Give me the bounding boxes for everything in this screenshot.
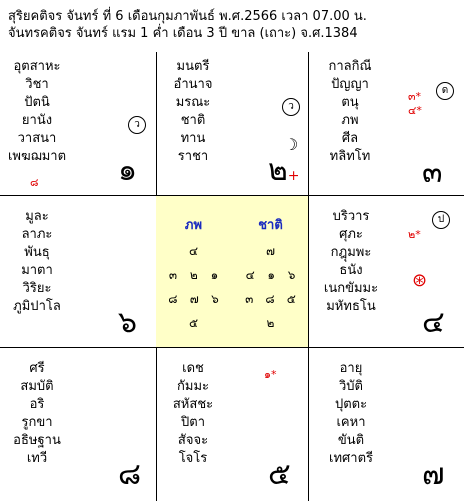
house-8-number: ๘ bbox=[118, 457, 142, 492]
house-word: สหัสชะ bbox=[172, 397, 214, 412]
bhop-cell: ๖ bbox=[211, 292, 219, 306]
house-3-number: ๓ bbox=[422, 155, 443, 190]
house-word: มหัทธโน bbox=[326, 299, 376, 314]
bhop-title: ภพ bbox=[184, 218, 203, 233]
house-word: เทศาตรี bbox=[329, 451, 373, 466]
house-word: อำนาจ bbox=[173, 77, 213, 92]
house-5-number: ๕ bbox=[268, 457, 291, 492]
house-word: มรณะ bbox=[175, 95, 211, 110]
moon-icon: ☽ bbox=[284, 135, 299, 154]
lunar-date-line: จันทรคติจร จันทร์ แรม 1 ค่ำ เดือน 3 ปี ขาล (เถาะ) จ.ศ.1384 bbox=[8, 26, 358, 41]
bhop-panel bbox=[156, 196, 231, 347]
house-word: ภูมิปาโล bbox=[13, 299, 61, 314]
chat-title: ชาติ bbox=[258, 218, 283, 233]
house-word: มนตรี bbox=[176, 59, 210, 74]
planet-marker-icon: ป bbox=[432, 211, 450, 229]
house-word: มาตา bbox=[21, 263, 53, 278]
house-word: โจโร bbox=[178, 451, 208, 466]
house-word: สัจจะ bbox=[177, 433, 209, 448]
house-word: อริ bbox=[29, 397, 45, 412]
house-word: กฎุมพะ bbox=[330, 245, 372, 260]
house-word: วิริยะ bbox=[22, 281, 52, 296]
bhop-top: ๔ bbox=[188, 244, 199, 258]
house-7-words bbox=[316, 360, 386, 468]
house-word: เพฆฌมาต bbox=[7, 149, 67, 164]
house-5-red: ๑* bbox=[264, 368, 277, 381]
house-word: มูละ bbox=[25, 209, 49, 224]
house-word: ศุภะ bbox=[339, 227, 363, 242]
house-word: อายุ bbox=[339, 361, 363, 376]
house-word: วาสนา bbox=[17, 131, 57, 146]
house-word: เทวี bbox=[26, 451, 48, 466]
chat-row bbox=[233, 290, 308, 309]
house-word: สมบัติ bbox=[20, 379, 54, 394]
house-word: พันธุ bbox=[24, 245, 50, 260]
house-3-red-1: ๓* bbox=[408, 90, 422, 103]
house-6-words bbox=[4, 208, 70, 316]
house-4-number: ๔ bbox=[422, 305, 445, 340]
house-word: เคหา bbox=[336, 415, 366, 430]
chat-row bbox=[233, 266, 308, 285]
house-5-words bbox=[160, 360, 226, 468]
house-word: ราชา bbox=[177, 149, 209, 164]
house-word: ศีล bbox=[341, 131, 359, 146]
house-word: รูกขา bbox=[21, 415, 53, 430]
house-word: วิบัติ bbox=[339, 379, 363, 394]
house-word: ลาภะ bbox=[21, 227, 53, 242]
chat-cell: ๓ bbox=[245, 292, 254, 306]
house-2-number-value: ๒ bbox=[268, 153, 288, 188]
house-4-words bbox=[316, 208, 386, 316]
bhop-bottom: ๕ bbox=[188, 316, 199, 330]
house-word: บริวาร bbox=[332, 209, 370, 224]
chat-top: ๗ bbox=[265, 244, 276, 258]
house-word: ปิตา bbox=[181, 415, 205, 430]
house-word: ปัตนิ bbox=[24, 95, 50, 110]
chat-cell: ๔ bbox=[245, 268, 255, 282]
bhop-cell: ๒ bbox=[189, 268, 198, 282]
house-word: เนกขัมมะ bbox=[323, 281, 379, 296]
house-word: กัมมะ bbox=[177, 379, 209, 394]
house-word: ศรี bbox=[29, 361, 45, 376]
chat-cell: ๑ bbox=[267, 268, 276, 282]
sun-icon: ⊛ bbox=[412, 270, 428, 291]
house-2-mark: + bbox=[287, 168, 300, 184]
bhop-cell: ๘ bbox=[168, 292, 178, 306]
house-word: ปัญญา bbox=[331, 77, 369, 92]
house-1-number: ๑ bbox=[118, 153, 138, 188]
house-8-words bbox=[4, 360, 70, 468]
chat-cell: ๕ bbox=[286, 292, 296, 306]
house-word: ธนัง bbox=[339, 263, 363, 278]
bhop-cell: ๗ bbox=[189, 292, 199, 306]
house-word: อุตสาหะ bbox=[13, 59, 61, 74]
house-word: ทาน bbox=[180, 131, 206, 146]
house-word: เดช bbox=[182, 361, 204, 376]
house-word: ภพ bbox=[341, 113, 359, 128]
house-4-red: ๒* bbox=[408, 228, 421, 241]
chart-header bbox=[8, 8, 458, 42]
house-3-red-2: ๔* bbox=[408, 104, 422, 117]
house-word: ชาติ bbox=[180, 113, 206, 128]
bhop-cell: ๑ bbox=[210, 268, 219, 282]
bhop-cell: ๓ bbox=[168, 268, 178, 282]
house-1-note: ๘ bbox=[30, 176, 39, 189]
house-word: กาลกิณี bbox=[328, 59, 372, 74]
house-2-number bbox=[268, 153, 300, 191]
grid-line bbox=[0, 347, 464, 348]
chat-cell: ๖ bbox=[287, 268, 296, 282]
chat-cell: ๘ bbox=[265, 292, 275, 306]
planet-marker-icon: ว bbox=[282, 98, 300, 116]
house-3-words bbox=[316, 58, 384, 166]
house-word: ปุตตะ bbox=[334, 397, 368, 412]
house-word: ทลิทโท bbox=[329, 149, 371, 164]
bhop-row bbox=[156, 266, 231, 285]
house-1-words bbox=[4, 58, 70, 166]
house-6-number: ๖ bbox=[118, 305, 138, 340]
house-word: วิชา bbox=[25, 77, 49, 92]
planet-marker-icon: ว bbox=[128, 116, 146, 134]
house-word: อธิษฐาน bbox=[13, 433, 61, 448]
center-box bbox=[156, 196, 308, 347]
house-word: ขันติ bbox=[337, 433, 365, 448]
house-word: ยานัง bbox=[21, 113, 53, 128]
solar-date-line: สุริยคติจร จันทร์ ที่ 6 เดือนกุมภาพันธ์ พ.ศ.2566 เวลา 07.00 น. bbox=[8, 9, 367, 24]
house-2-words bbox=[160, 58, 226, 166]
house-word: ตนุ bbox=[341, 95, 359, 110]
chat-bottom: ๒ bbox=[266, 316, 275, 330]
chat-panel bbox=[233, 196, 308, 347]
planet-marker-icon: ด bbox=[436, 82, 454, 100]
house-7-number: ๗ bbox=[422, 457, 445, 492]
grid-line bbox=[308, 52, 309, 501]
bhop-row bbox=[156, 290, 231, 309]
